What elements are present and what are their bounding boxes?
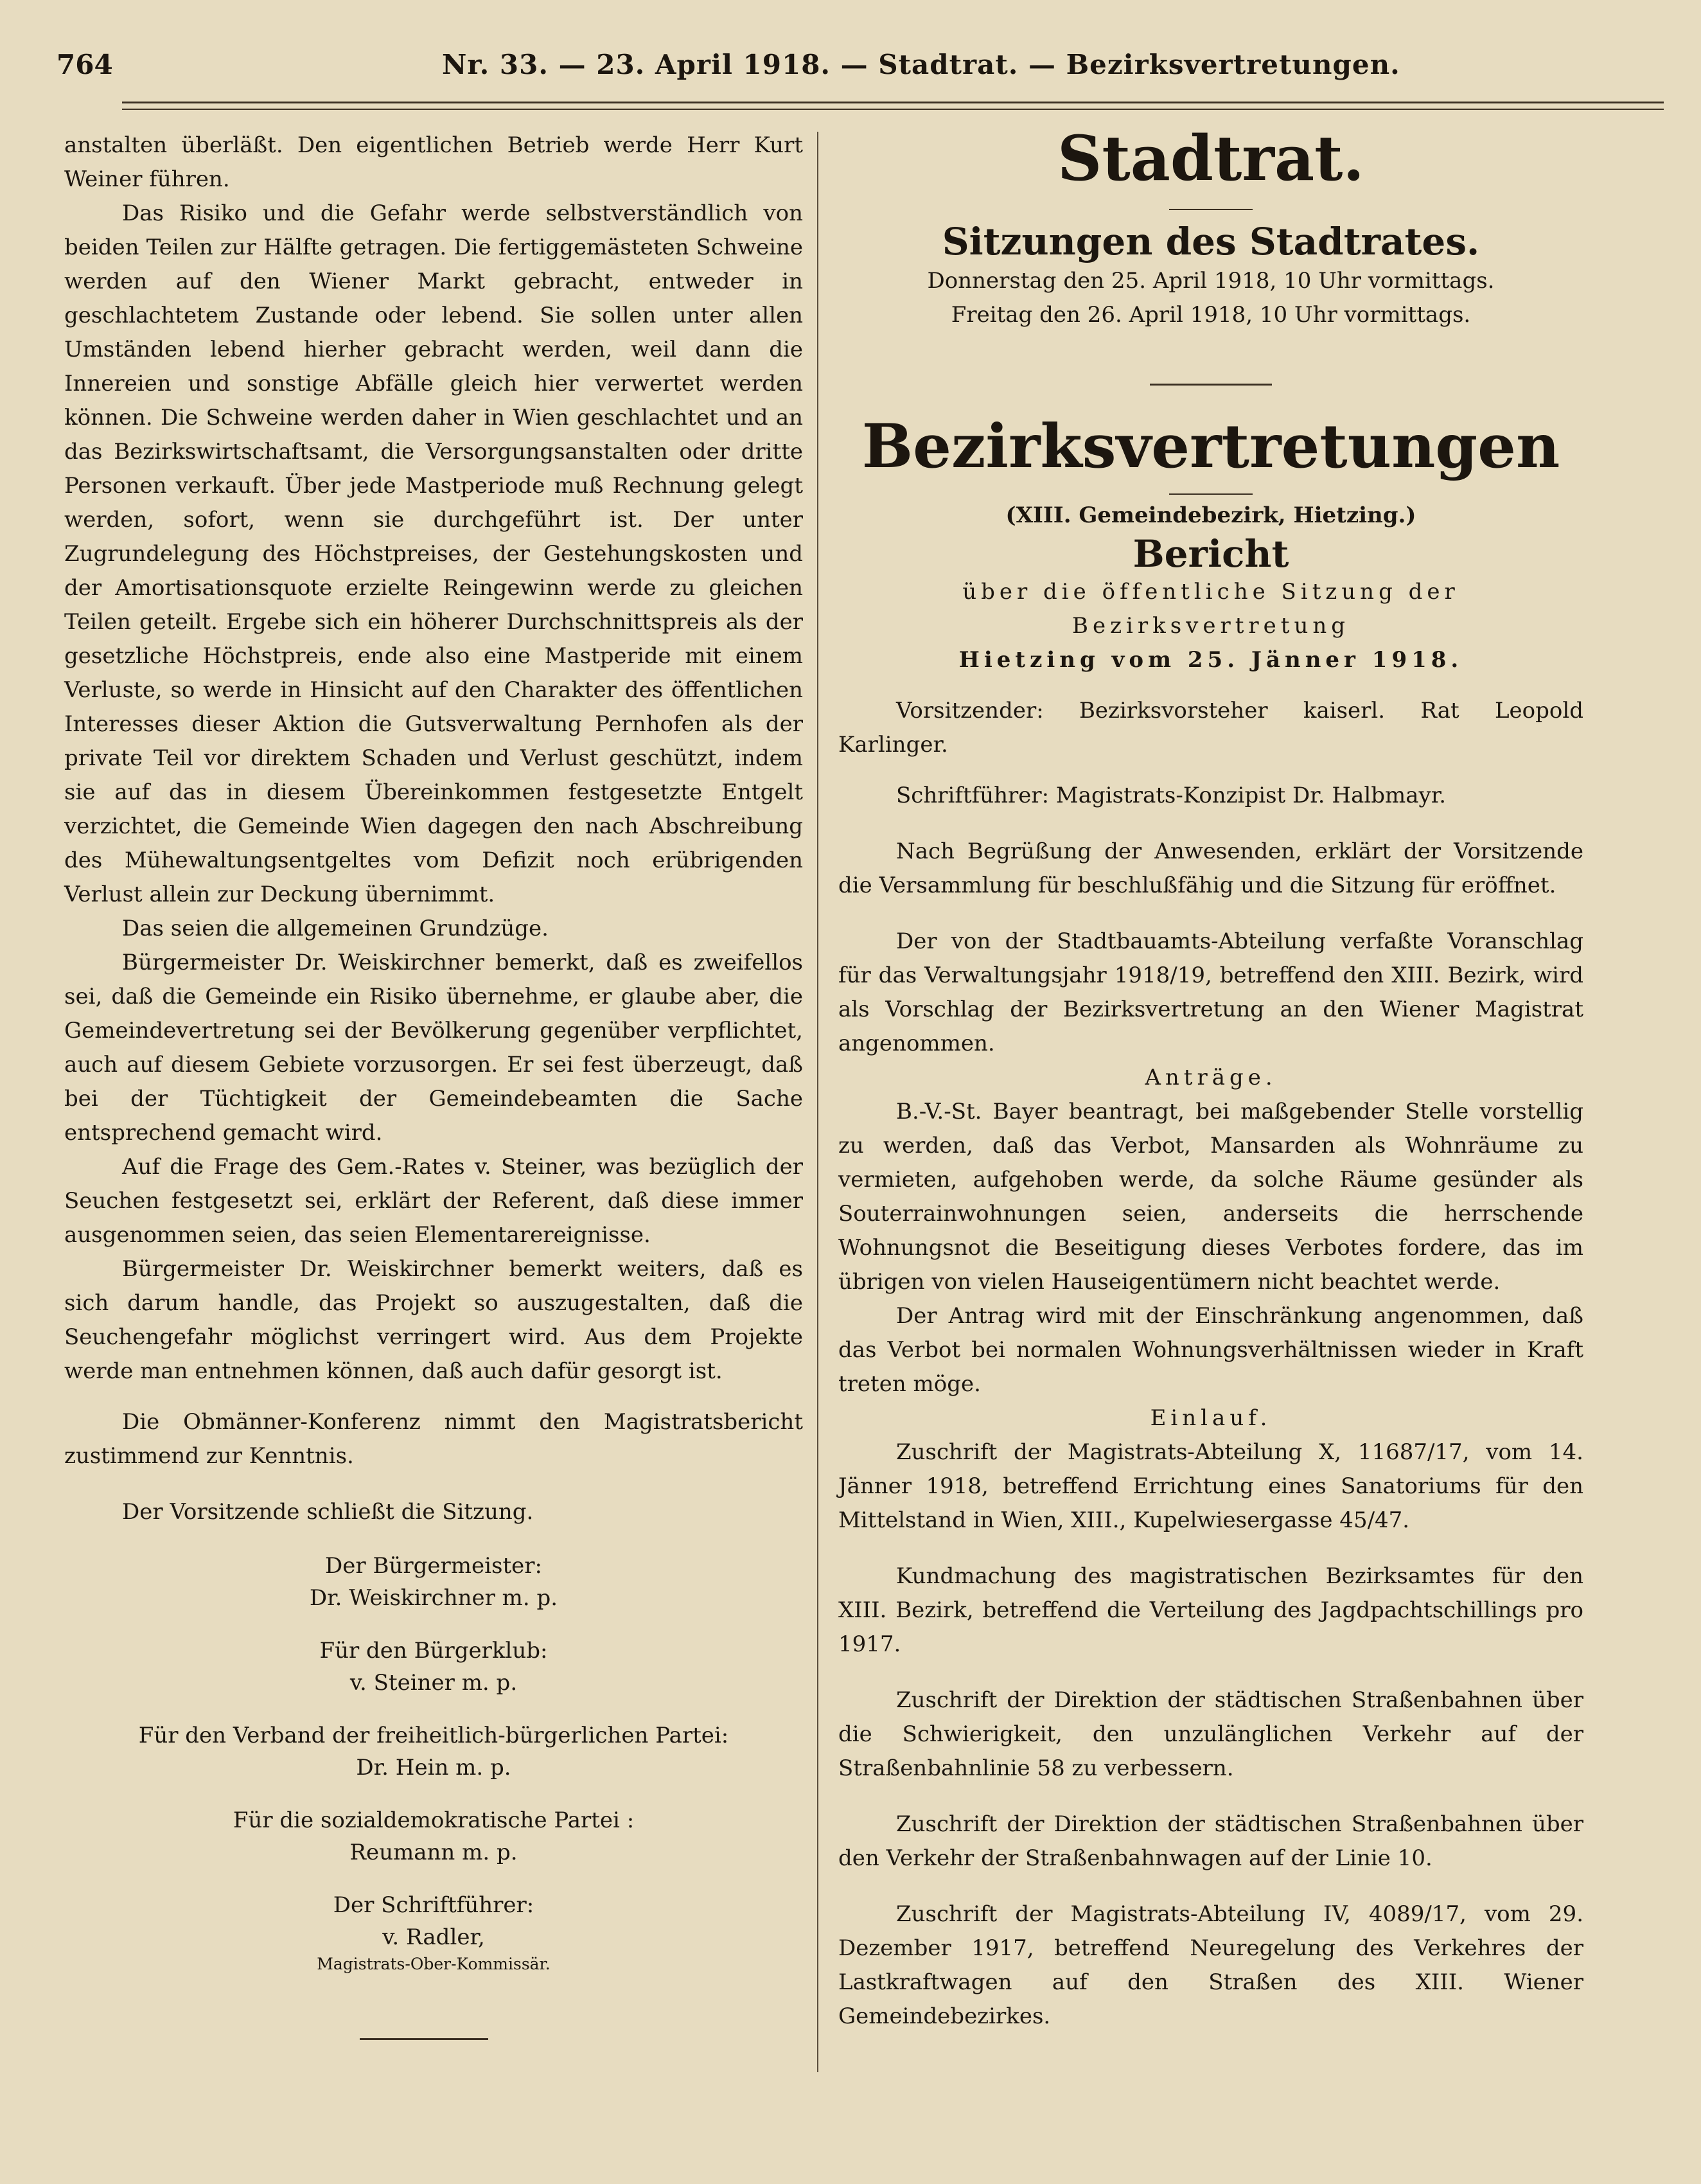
column-divider xyxy=(817,132,818,2072)
section-title-stadtrat: Stadtrat. xyxy=(1057,122,1364,195)
paragraph-continuation: anstalten überläßt. Den eigentlichen Betrieb werde Herr Kurt Weiner führen. xyxy=(64,132,803,192)
signature-schriftfuehrer-name: v. Radler, xyxy=(382,1924,485,1950)
subtitle-sitzungen: Sitzungen des Stadtrates. xyxy=(942,220,1480,263)
district-label: (XIII. Gemeindebezirk, Hietzing.) xyxy=(1005,502,1416,528)
signature-schriftfuehrer-role: Der Schriftführer: xyxy=(333,1892,534,1918)
paragraph-grundzuege: Das seien die allgemeinen Grundzüge. xyxy=(122,916,549,941)
paragraph-weiskirchner-1: Bürgermeister Dr. Weiskirchner bemerkt, daß es zweifellos sei, daß die Gemeinde ein Risiko übernehme, er glaube aber, die Gemeindevertretung sei der Bevölkerung gegenüber verpflichtet, auch auf diesem Gebiete vorzusorgen. Er sei fest überzeugt, daß bei der Tüchtigkeit der Gemeindebeamten die Sache entsprechend gemacht wird. xyxy=(64,950,803,1146)
end-rule xyxy=(360,2038,488,2040)
paragraph-linie-10: Zuschrift der Direktion der städtischen Straßenbahnen über den Verkehr der Straßenbahnwagen auf der Linie 10. xyxy=(838,1811,1583,1871)
heading-einlauf: Einlauf. xyxy=(1150,1405,1272,1431)
running-title: Nr. 33. — 23. April 1918. — Stadtrat. — Bezirksvertretungen. xyxy=(442,49,1400,80)
section-rule xyxy=(1150,384,1272,386)
paragraph-linie-58: Zuschrift der Direktion der städtischen Straßenbahnen über die Schwierigkeit, den unzulänglichen Verkehr auf der Straßenbahnlinie 58 zu verbessern. xyxy=(838,1687,1583,1781)
signature-mayor-name: Dr. Weiskirchner m. p. xyxy=(309,1585,558,1611)
paragraph-antrag-bayer: B.-V.-St. Bayer beantragt, bei maßgebender Stelle vorstellig zu werden, daß das Verbot, Mansarden als Wohnräume zu vermieten, aufgehoben werde, da solche Räume gesünder als Souterrainwohnungen seien, anderseits die herrschende Wohnungsnot die Beseitigung dieses Verbotes fordere, das im übrigen von vielen Hauseigentümern nicht beachtet werde. xyxy=(838,1099,1583,1295)
signature-verband-name: Dr. Hein m. p. xyxy=(356,1755,511,1780)
page-header xyxy=(57,44,1400,89)
page-number: 764 xyxy=(57,49,113,80)
paragraph-lastkraftwagen: Zuschrift der Magistrats-Abteilung IV, 4089/17, vom 29. Dezember 1917, betreffend Neuregelung des Verkehres der Lastkraftwagen auf den Straßen des XIII. Wiener Gemeindebezirkes. xyxy=(838,1901,1583,2029)
paragraph-sanatorium: Zuschrift der Magistrats-Abteilung X, 11687/17, vom 14. Jänner 1918, betreffend Errichtung eines Sanatoriums für den Mittelstand in Wien, XIII., Kupelwiesergasse 45/47. xyxy=(838,1439,1583,1533)
paragraph-steiner-question: Auf die Frage des Gem.-Rates v. Steiner, was bezüglich der Seuchen festgesetzt sei, erklärt der Referent, daß diese immer ausgenommen seien, das seien Elementarereignisse. xyxy=(64,1154,803,1248)
bericht-title: Bericht xyxy=(1133,532,1289,576)
right-column xyxy=(838,119,1583,2034)
paragraph-eroeffnung: Nach Begrüßung der Anwesenden, erklärt der Vorsitzende die Versammlung für beschlußfähig und die Sitzung für eröffnet. xyxy=(838,839,1583,898)
signature-schriftfuehrer-title: Magistrats-Ober-Kommissär. xyxy=(317,1955,551,1973)
bericht-subtitle-2: Hietzing vom 25. Jänner 1918. xyxy=(958,647,1463,673)
paragraph-voranschlag: Der von der Stadtbauamts-Abteilung verfaßte Voranschlag für das Verwaltungsjahr 1918/19, betreffend den XIII. Bezirk, wird als Vorschlag der Bezirksvertretung an den Wiener Magistrat angenommen. xyxy=(838,928,1583,1056)
session-friday: Freitag den 26. April 1918, 10 Uhr vormittags. xyxy=(951,302,1471,328)
paragraph-jagdpacht: Kundmachung des magistratischen Bezirksamtes für den XIII. Bezirk, betreffend die Verteilung des Jagdpachtschillings pro 1917. xyxy=(838,1563,1583,1657)
signature-mayor-role: Der Bürgermeister: xyxy=(325,1553,542,1579)
title-rule xyxy=(1169,209,1253,210)
paragraph-konferenz: Die Obmänner-Konferenz nimmt den Magistratsbericht zustimmend zur Kenntnis. xyxy=(64,1409,803,1469)
section-title-bezirksvertretungen: Bezirksvertretungen xyxy=(861,411,1560,482)
header-rule xyxy=(122,102,1664,110)
left-column xyxy=(64,129,803,1975)
paragraph-weiskirchner-2: Bürgermeister Dr. Weiskirchner bemerkt weiters, daß es sich darum handle, das Projekt so auszugestalten, daß die Seuchengefahr möglichst verringert wird. Aus dem Projekte werde man entnehmen können, daß auch dafür gesorgt ist. xyxy=(64,1256,803,1384)
signature-buergerklub-name: v. Steiner m. p. xyxy=(349,1670,518,1696)
bericht-subtitle-1: über die öffentliche Sitzung der Bezirksvertretung xyxy=(962,579,1459,639)
signature-buergerklub-role: Für den Bürgerklub: xyxy=(319,1638,548,1664)
signature-verband-role: Für den Verband der freiheitlich-bürgerlichen Partei: xyxy=(138,1723,729,1748)
schriftfuehrer-line: Schriftführer: Magistrats-Konzipist Dr. Halbmayr. xyxy=(896,783,1447,808)
paragraph-risk: Das Risiko und die Gefahr werde selbstverständlich von beiden Teilen zur Hälfte getragen. Die fertiggemästeten Schweine werden auf den Wiener Markt gebracht, entweder in geschlachtetem Zustande oder lebend. Sie sollen unter allen Umständen lebend hierher gebracht werden, weil dann die Innereien und sonstige Abfälle gleich hier verwertet werden können. Die Schweine werden daher in Wien geschlachtet und an das Bezirkswirtschaftsamt, die Versorgungsanstalten oder dritte Personen verkauft. Über jede Mastperiode muß Rechnung gelegt werden, sofort, wenn sie durchgeführt ist. Der unter Zugrundelegung des Höchstpreises, der Gestehungskosten und der Amortisationsquote erzielte Reingewinn werde zu gleichen Teilen geteilt. Ergebe sich ein höherer Durchschnittspreis als der gesetzliche Höchstpreis, ende also eine Mastperide mit einem Verluste, so werde in Hinsicht auf den Charakter des öffentlichen Interesses dieser Aktion die Gutsverwaltung Pernhofen als der private Teil vor direktem Schaden und Verlust geschützt, indem sie auf das in diesem Übereinkommen festgesetzte Entgelt verzichtet, die Gemeinde Wien dagegen den nach Abschreibung des Mühewaltungsentgeltes vom Defizit noch erübrigenden Verlust allein zur Deckung übernimmt. xyxy=(64,200,803,907)
signature-sozialdemokraten-role: Für die sozialdemokratische Partei : xyxy=(233,1807,635,1833)
vorsitzender-line: Vorsitzender: Bezirksvorsteher kaiserl. Rat Leopold Karlinger. xyxy=(838,698,1583,758)
title-rule-2 xyxy=(1169,493,1253,495)
heading-antraege: Anträge. xyxy=(1145,1065,1277,1090)
session-thursday: Donnerstag den 25. April 1918, 10 Uhr vormittags. xyxy=(927,268,1495,294)
signature-sozialdemokraten-name: Reumann m. p. xyxy=(349,1840,518,1865)
closing-line: Der Vorsitzende schließt die Sitzung. xyxy=(122,1499,534,1525)
paragraph-antrag-angenommen: Der Antrag wird mit der Einschränkung angenommen, daß das Verbot bei normalen Wohnungsverhältnissen wieder in Kraft treten möge. xyxy=(838,1303,1583,1397)
